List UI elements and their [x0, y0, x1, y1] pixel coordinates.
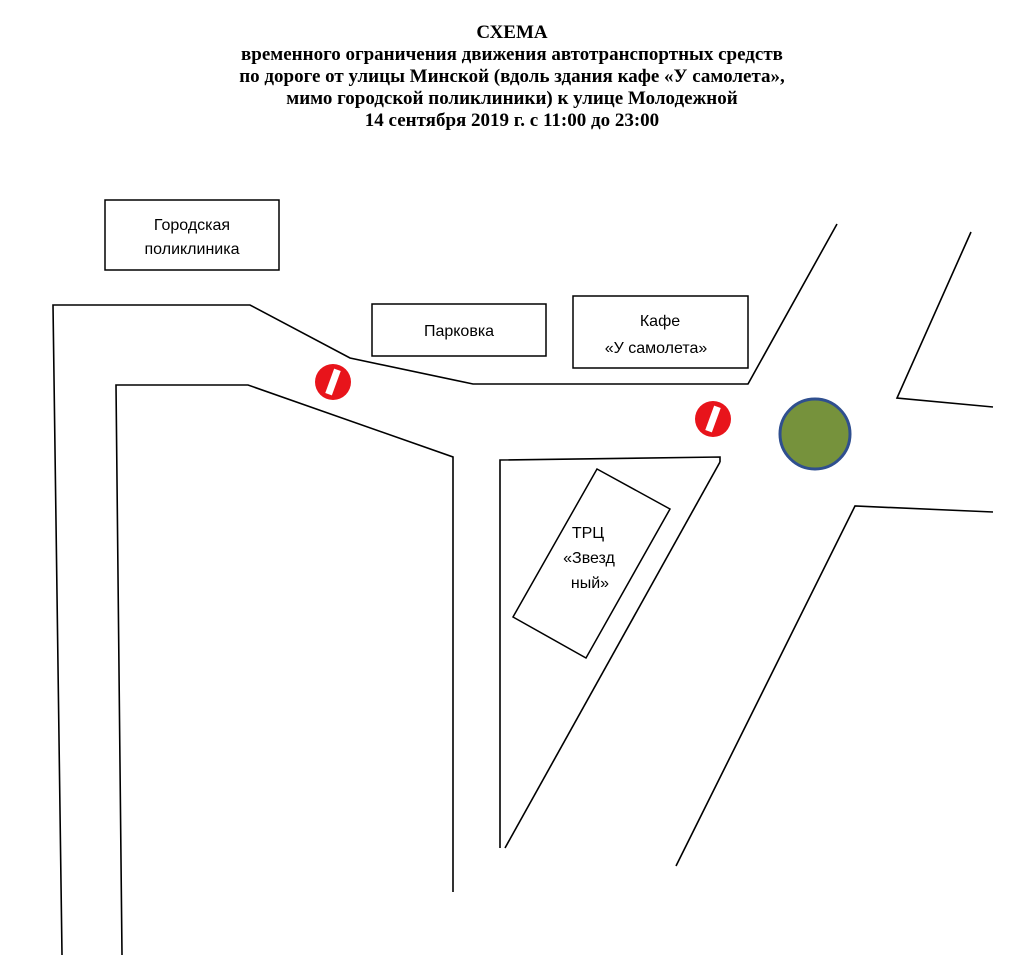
cafe-label-line1: Кафе — [639, 313, 681, 330]
clinic-building — [105, 200, 279, 270]
scheme-date-line: 14 сентября 2019 г. с 11:00 до 23:00 — [364, 110, 660, 131]
roundabout-icon — [780, 399, 850, 469]
scheme-subtitle-line2: по дороге от улицы Минской (вдоль здания кафе «У самолета», — [239, 66, 785, 87]
no-entry-sign-icon — [315, 364, 351, 400]
parking-label: Парковка — [423, 323, 495, 340]
no-entry-sign-icon — [695, 401, 731, 437]
mall-label-line2: «Звезд — [563, 550, 615, 567]
clinic-label-line2: поликлиника — [144, 241, 240, 258]
parking-area — [372, 304, 546, 356]
cafe-building — [573, 296, 748, 368]
scheme-subtitle-line1: временного ограничения движения автотранспортных средств — [241, 44, 783, 65]
mall-label-line3: ный» — [570, 575, 610, 592]
road-inner-left-edge — [116, 385, 453, 955]
road-upper-right-edge — [897, 232, 993, 407]
cafe-label-line2: «У самолета» — [604, 340, 708, 357]
clinic-label-line1: Городская — [153, 217, 231, 234]
mall-building — [513, 469, 670, 658]
scheme-title: СХЕМА — [476, 22, 548, 43]
mall-label-line1: ТРЦ — [571, 525, 605, 542]
road-lower-right-edge — [676, 506, 993, 866]
scheme-subtitle-line3: мимо городской поликлиники) к улице Молодежной — [286, 88, 738, 109]
